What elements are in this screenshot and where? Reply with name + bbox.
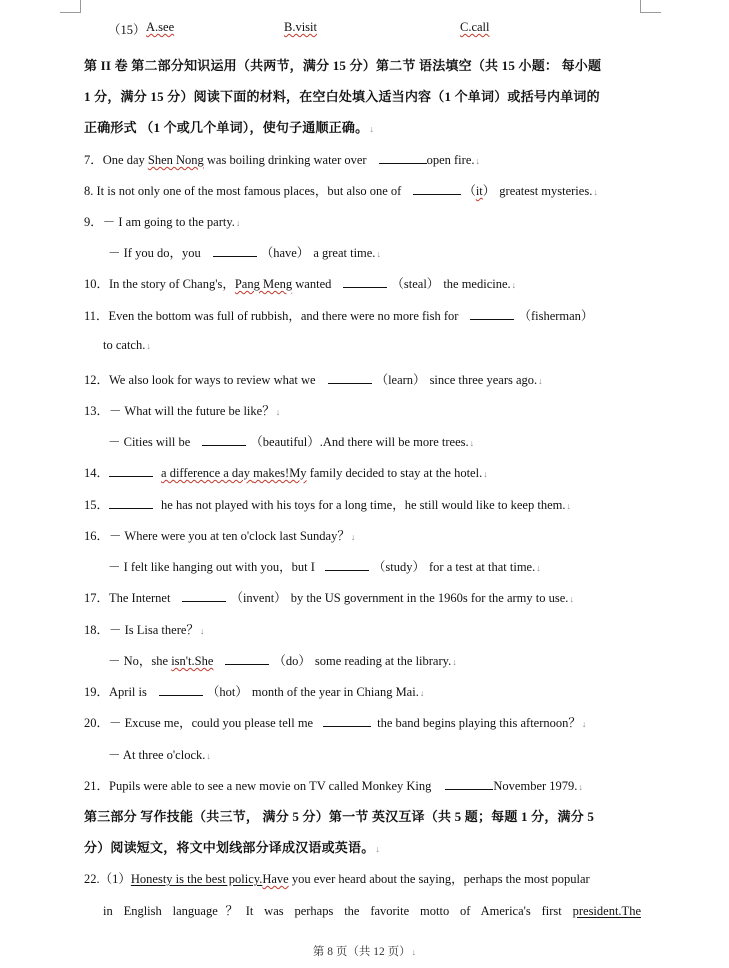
q14-text-end: family decided to stay at the hotel. (306, 466, 483, 480)
q18-hint: （do） (273, 654, 311, 668)
paragraph-mark: ↓ (235, 218, 241, 228)
paragraph-mark: ↓ (350, 532, 356, 542)
q9-text-a: 9．－ I am going to the party. (84, 215, 235, 229)
q14-number: 14． (84, 466, 110, 480)
question-11-line2 (103, 338, 729, 353)
q10-name: Pang Meng (234, 277, 293, 291)
q14-text-a: a difference a day (161, 466, 254, 480)
q13-text-a: 13．－ What will the future be like？ (84, 404, 275, 418)
q10-hint: （steal） (391, 277, 440, 291)
question-18-line2 (108, 651, 729, 669)
answer-blank[interactable] (202, 434, 246, 446)
question-13-line2 (108, 432, 729, 450)
answer-blank[interactable] (325, 559, 369, 571)
q15-option-c: C.call (460, 20, 490, 34)
question-22-line2 (103, 901, 641, 919)
q22-line2-text: in English language？It was perhaps the favorite motto of America's first (103, 904, 573, 918)
q7-text-end: open fire. (426, 153, 475, 167)
answer-blank[interactable] (109, 497, 153, 509)
section2-heading-line1: 第 II 卷 第二部分知识运用（共两节，满分 15 分）第二节 语法填空（共 15 小题： 每小题 (84, 58, 602, 73)
crop-mark-left (60, 0, 81, 13)
question-15 (84, 495, 729, 513)
paragraph-mark: ↓ (569, 594, 574, 604)
paragraph-mark: ↓ (538, 376, 543, 386)
q10-text-mid: wanted (292, 277, 332, 291)
answer-blank[interactable] (225, 653, 269, 665)
q12-text-start: 12．We also look for ways to review what we (84, 373, 316, 387)
question-12 (84, 370, 729, 388)
q22-line2-underlined: president.The (572, 904, 641, 918)
section3-heading-line2 (84, 837, 729, 856)
q16-text-b-start: － I felt like hanging out with you，but I (108, 560, 315, 574)
q20-text-a-end: the band begins playing this afternoon？ (377, 716, 581, 730)
question-16-line1 (84, 526, 729, 544)
q9-text-b-end: a great time. (313, 246, 376, 260)
q17-hint: （invent） (230, 591, 287, 605)
answer-blank[interactable] (343, 276, 387, 288)
q22-text-have: Have (262, 872, 289, 886)
paragraph-mark: ↓ (581, 719, 587, 729)
q22-number: 22.（1） (84, 872, 131, 886)
question-19 (84, 682, 729, 700)
q19-text-start: 19．April is (84, 685, 147, 699)
q8-hint-close: ） (482, 184, 496, 198)
q8-text-end: greatest mysteries. (499, 184, 593, 198)
paragraph-mark: ↓ (483, 469, 488, 479)
question-16-line2 (108, 557, 729, 575)
section3-heading-line1: 第三部分 写作技能（共三节， 满分 5 分）第一节 英汉互译（共 5 题；每题 1 分，满分 5 (84, 809, 595, 824)
paragraph-mark: ↓ (536, 563, 541, 573)
q18-text-b-start: － No，she (108, 654, 172, 668)
answer-blank[interactable] (470, 308, 514, 320)
q13-text-b-end: .And there will be more trees. (319, 435, 469, 449)
question-18-line1 (84, 620, 729, 638)
q17-text-end: by the US government in the 1960s for the army to use. (290, 591, 569, 605)
q14-text-b: makes!My (253, 466, 307, 480)
question-21 (84, 776, 729, 794)
q10-text-end: the medicine. (443, 277, 511, 291)
paragraph-mark: ↓ (376, 249, 381, 259)
paragraph-mark: ↓ (206, 751, 211, 761)
q18-text-b-end: some reading at the library. (314, 654, 452, 668)
q11-text-end: to catch. (103, 338, 146, 352)
q16-hint: （study） (372, 560, 426, 574)
q7-name: Shen Nong (147, 153, 204, 167)
q8-hint-open: （ (463, 184, 476, 198)
q9-text-b-start: － If you do，you (108, 246, 201, 260)
q11-hint: （fisherman） (518, 309, 594, 323)
q8-hint: it (475, 184, 483, 198)
q13-text-b-start: － Cities will be (108, 435, 191, 449)
q12-hint: （learn） (375, 373, 426, 387)
q15-text: he has not played with his toys for a long time，he still would like to keep them. (161, 498, 566, 512)
q12-text-end: since three years ago. (429, 373, 538, 387)
question-8 (84, 181, 729, 199)
question-20-line2 (108, 745, 729, 763)
q20-text-b: － At three o'clock. (108, 748, 206, 762)
page-footer (0, 943, 729, 959)
q15-option-a: A.see (146, 20, 175, 34)
paragraph-mark: ↓ (411, 947, 417, 957)
paragraph-mark: ↓ (146, 341, 151, 351)
q19-hint: （hot） (206, 685, 248, 699)
q22-underlined-sentence: Honesty is the best policy. (130, 872, 263, 886)
question-22-line1 (84, 869, 729, 887)
paragraph-mark: ↓ (566, 501, 571, 511)
paragraph-mark: ↓ (419, 688, 425, 698)
question-11-line1 (84, 306, 729, 324)
paragraph-mark: ↓ (578, 782, 583, 792)
q16-text-a: 16．－ Where were you at ten o'clock last Sunday？ (84, 529, 350, 543)
q7-text-start: 7．One day (84, 153, 148, 167)
answer-blank[interactable] (213, 245, 257, 257)
paragraph-mark: ↓ (199, 626, 205, 636)
q7-text-mid: was boiling drinking water over (203, 153, 367, 167)
q18-text-b-name: isn't.She (171, 654, 214, 668)
q15-number-2: 15． (84, 498, 110, 512)
q17-text-start: 17．The Internet (84, 591, 171, 605)
paragraph-mark: ↓ (469, 438, 475, 448)
q11-text-start: 11．Even the bottom was full of rubbish，and there were no more fish for (84, 309, 459, 323)
q18-text-a: 18．－ Is Lisa there？ (84, 623, 199, 637)
section3-heading-text: 分）阅读短文，将文中划线部分译成汉语或英语。 (84, 840, 375, 855)
q8-text-start: 8. It is not only one of the most famous places，but also one of (84, 184, 402, 198)
paragraph-mark: ↓ (275, 407, 281, 417)
page-number: 第 8 页（共 12 页） (312, 946, 411, 958)
q10-text-start: 10．In the story of Chang's， (84, 277, 235, 291)
paragraph-mark: ↓ (375, 844, 381, 854)
q16-text-b-end: for a test at that time. (429, 560, 536, 574)
question-17 (84, 588, 729, 606)
answer-blank[interactable] (379, 152, 427, 164)
question-10 (84, 274, 729, 292)
question-9-line2 (108, 243, 729, 261)
q20-text-a-start: 20．－ Excuse me，could you please tell me (84, 716, 314, 730)
question-7 (84, 150, 729, 168)
q15-option-b: B.visit (284, 20, 317, 34)
question-9-line1 (84, 212, 729, 230)
answer-blank[interactable] (413, 183, 461, 195)
question-20-line1 (84, 713, 729, 731)
paragraph-mark: ↓ (452, 657, 457, 667)
crop-mark-right (640, 0, 661, 13)
section2-heading-line3 (84, 117, 729, 136)
section2-heading-line2: 1 分，满分 15 分）阅读下面的材料，在空白处填入适当内容（1 个单词）或括号内单词的 (84, 89, 600, 104)
section2-heading-text: 正确形式 （1 个或几个单词），使句子通顺正确。 (84, 120, 369, 135)
q13-hint: （beautiful） (250, 435, 320, 449)
q22-text-end: you ever heard about the saying，perhaps the most popular (288, 872, 590, 886)
question-13-line1 (84, 401, 729, 419)
paragraph-mark: ↓ (511, 280, 517, 290)
q15-number: （15） (108, 23, 146, 37)
answer-blank[interactable] (109, 465, 153, 477)
q19-text-end: month of the year in Chiang Mai. (251, 685, 419, 699)
answer-blank[interactable] (328, 372, 372, 384)
paragraph-mark: ↓ (369, 124, 375, 134)
paragraph-mark: ↓ (593, 187, 598, 197)
q21-text-start: 21．Pupils were able to see a new movie on TV called Monkey King (84, 779, 432, 793)
q21-text-end: November 1979. (493, 779, 578, 793)
answer-blank[interactable] (182, 590, 226, 602)
q9-hint: （have） (260, 246, 310, 260)
paragraph-mark: ↓ (475, 156, 480, 166)
answer-blank[interactable] (323, 715, 371, 727)
answer-blank[interactable] (159, 684, 203, 696)
answer-blank[interactable] (445, 778, 493, 790)
question-14 (84, 463, 729, 481)
